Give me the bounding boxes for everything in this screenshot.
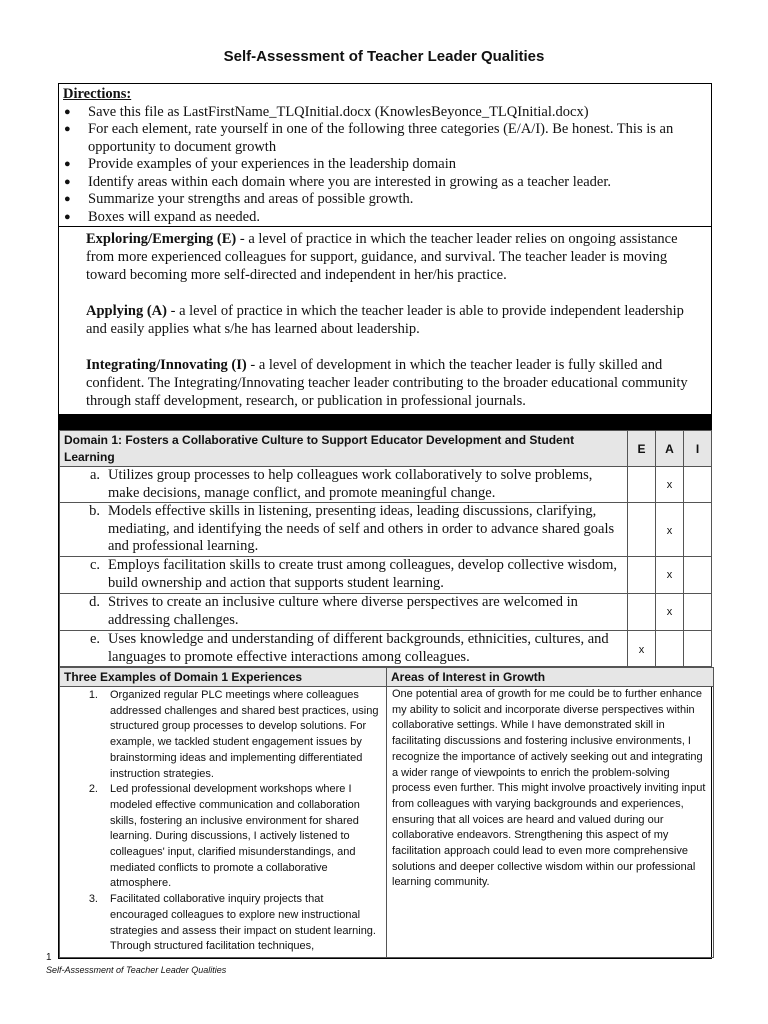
list-text: Led professional development workshops where I modeled effective communication and collaboration skills, fostering an inclusive environment for shared learning. During discussions, I actively listened to colleagues' input, clarified misunderstandings, and mediated conflicts to promote a collaborative atmosphere. (110, 783, 360, 890)
table-row (60, 594, 712, 631)
col-header-e: E (628, 431, 656, 467)
direction-item: ● Identify areas within each domain where you are interested in growing as a teacher leader. (63, 174, 705, 192)
growth-heading: Areas of Interest in Growth (387, 668, 714, 687)
table-row (60, 467, 712, 503)
item-letter: d. (89, 594, 100, 610)
col-header-i: I (684, 431, 712, 467)
direction-item: ● For each element, rate yourself in one of the following three categories (E/A/I). Be honest. This is an opportunity to document growth (63, 121, 705, 156)
level-integrating (86, 356, 703, 410)
rating-cell-a[interactable]: x (656, 557, 684, 594)
footer-title: Self-Assessment of Teacher Leader Qualities (46, 965, 227, 975)
level-term: Exploring/Emerging (E) (86, 231, 237, 247)
list-text: Organized regular PLC meetings where colleagues addressed challenges and shared best practices, using structured group processes to develop solutions. For example, we tackled student engagement issues by brainstorming ideas and implementing differentiated instruction strategies. (110, 689, 379, 780)
rating-cell-i[interactable] (684, 631, 712, 667)
rating-cell-i[interactable] (684, 557, 712, 594)
experiences-heading: Three Examples of Domain 1 Experiences (60, 668, 387, 687)
list-number: 3. (88, 893, 98, 906)
rating-cell-i[interactable] (684, 594, 712, 631)
rating-cell-i[interactable] (684, 467, 712, 503)
experiences-list (61, 688, 385, 955)
section-divider (59, 414, 711, 430)
rating-cell-a[interactable]: x (656, 467, 684, 503)
growth-cell[interactable]: One potential area of growth for me could be to further enhance my ability to solicit and incorporate diverse perspectives within collaborative settings. While I have demonstrated skill in facilitating discussions and fostering inclusive environments, I recognize the importance of actively seeking out and integrating a wider range of viewpoints to enrich the problem-solving process even further. This might involve proactively inviting input from colleagues with varying backgrounds and experiences, ensuring that all voices are heard and valued during our collaborative endeavors. Strengthening this aspect of my facilitation approach could lead to even more comprehensive solutions and deeper collective wisdom within our professional learning community. (387, 687, 714, 958)
item-text: Employs facilitation skills to create trust among colleagues, develop collective wisdom, build ownership and action that supports student learning. (108, 557, 617, 591)
domain1-heading: Domain 1: Fosters a Collaborative Culture to Support Educator Development and Student Learning (60, 431, 628, 467)
rating-cell-e[interactable]: x (628, 631, 656, 667)
direction-item: ● Boxes will expand as needed. (63, 209, 705, 227)
domain1-examples-table (59, 667, 714, 958)
list-item (61, 688, 385, 782)
direction-item: ● Save this file as LastFirstName_TLQInitial.docx (KnowlesBeyonce_TLQInitial.docx) (63, 104, 705, 122)
rating-cell-a[interactable]: x (656, 594, 684, 631)
item-text: Uses knowledge and understanding of different backgrounds, ethnicities, cultures, and languages to promote effective interactions among colleagues. (108, 631, 609, 665)
table-row (60, 503, 712, 557)
level-exploring (86, 230, 703, 284)
list-number: 2. (88, 783, 98, 796)
table-row (60, 631, 712, 667)
page-title: Self-Assessment of Teacher Leader Qualities (223, 48, 545, 65)
list-number: 1. (88, 689, 98, 701)
direction-item: ● Provide examples of your experiences in the leadership domain (63, 156, 705, 174)
rating-cell-i[interactable] (684, 503, 712, 557)
item-letter: a. (89, 467, 100, 483)
level-applying (86, 302, 703, 338)
assessment-frame (58, 83, 712, 959)
experiences-cell[interactable] (60, 687, 387, 958)
rating-cell-e[interactable] (628, 557, 656, 594)
direction-item: ● Summarize your strengths and areas of possible growth. (63, 191, 705, 209)
rating-cell-e[interactable] (628, 594, 656, 631)
level-text: - a level of practice in which the teacher leader is able to provide independent leadership and easily applies what s/he has learned about leadership. (86, 303, 684, 337)
list-item (61, 782, 385, 892)
item-text: Models effective skills in listening, presenting ideas, leading discussions, clarifying, mediating, and identifying the needs of self and others in order to advance shared goals and professional learning. (108, 503, 615, 554)
directions-section (59, 84, 711, 227)
item-text: Utilizes group processes to help colleagues work collaboratively to solve problems, make decisions, manage conflict, and promote meaningful change. (108, 467, 593, 501)
rating-cell-e[interactable] (628, 467, 656, 503)
directions-list (63, 104, 705, 227)
item-letter: e. (89, 631, 100, 647)
item-text: Strives to create an inclusive culture where diverse perspectives are welcomed in addressing challenges. (108, 594, 578, 628)
directions-heading: Directions: (63, 86, 132, 102)
table-row (60, 557, 712, 594)
footer-page-number: 1 (46, 952, 52, 963)
domain1-rating-table (59, 430, 712, 667)
level-term: Integrating/Innovating (I) (86, 357, 247, 373)
level-text: - a level of development in which the teacher leader is fully skilled and confident. The Integrating/Innovating teacher leader contributing to the broader educational community through staff development, research, or publication in professional journals. (86, 357, 688, 409)
col-header-a: A (656, 431, 684, 467)
list-item (61, 892, 385, 955)
level-term: Applying (A) (86, 303, 167, 319)
list-text: Facilitated collaborative inquiry projects that encouraged colleagues to explore new instructional strategies and assess their impact on student learning. Through structured facilitation techniques, (110, 893, 376, 953)
item-letter: c. (89, 557, 100, 573)
rating-cell-a[interactable] (656, 631, 684, 667)
level-text: - a level of practice in which the teacher leader relies on ongoing assistance from more experienced colleagues for support, guidance, and survival. The teacher leader is moving toward becoming more self-directed and independent in her/his practice. (86, 231, 678, 283)
item-letter: b. (89, 503, 100, 519)
levels-section (59, 227, 711, 414)
rating-cell-a[interactable]: x (656, 503, 684, 557)
rating-cell-e[interactable] (628, 503, 656, 557)
